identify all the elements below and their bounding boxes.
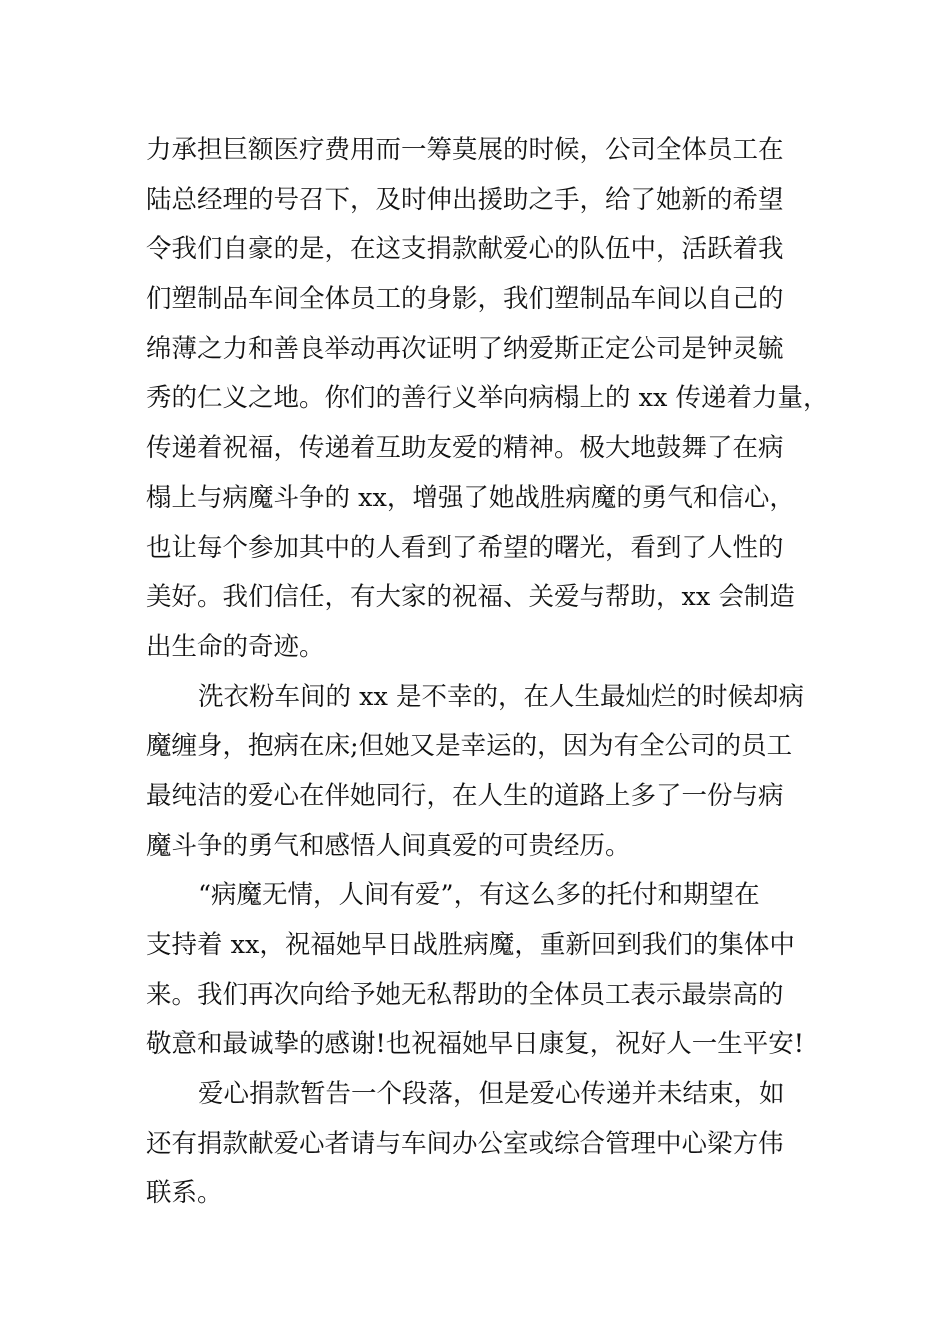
paragraph-start-line: 爱心捐款暂告一个段落，但是爱心传递并未结束，如 [198,1079,785,1110]
body-text [146,126,836,1219]
text-line: 传递着祝福，传递着互助友爱的精神。极大地鼓舞了在病 [146,433,784,464]
text-line: 们塑制品车间全体员工的身影，我们塑制品车间以自己的 [146,284,784,315]
text-line: 陆总经理的号召下，及时伸出援助之手，给了她新的希望 [146,184,784,215]
text-line: 还有捐款献爱心者请与车间办公室或综合管理中心梁方伟 [146,1128,784,1159]
text-line: 力承担巨额医疗费用而一筹莫展的时候，公司全体员工在 [146,135,784,165]
text-line: 令我们自豪的是，在这支捐款献爱心的队伍中，活跃着我 [146,234,784,265]
paragraph-start-line: 洗衣粉车间的 xx 是不幸的，在人生最灿烂的时候却病 [198,681,804,712]
paragraph-start-line: “病魔无情，人间有爱”，有这么多的托付和期望在 [198,880,760,911]
text-line: 魔斗争的勇气和感悟人间真爱的可贵经历。 [146,830,631,861]
text-line: 来。我们再次向给予她无私帮助的全体员工表示最崇高的 [146,979,784,1010]
text-line: 出生命的奇迹。 [146,631,325,662]
text-line: 敬意和最诚挚的感谢!也祝福她早日康复，祝好人一生平安! [146,1029,804,1060]
text-line: 支持着 xx，祝福她早日战胜病魔，重新回到我们的集体中 [146,930,795,960]
text-line: 魔缠身，抱病在床;但她又是幸运的，因为有全公司的员工 [146,731,793,762]
text-line: 最纯洁的爱心在伴她同行，在人生的道路上多了一份与病 [146,780,784,811]
text-line: 榻上与病魔斗争的 xx，增强了她战胜病魔的勇气和信心， [146,482,795,513]
text-line: 绵薄之力和善良举动再次证明了纳爱斯正定公司是钟灵毓 [146,333,784,364]
text-line: 联系。 [146,1178,223,1209]
text-line: 也让每个参加其中的人看到了希望的曙光，看到了人性的 [146,532,784,563]
text-line: 美好。我们信任，有大家的祝福、关爱与帮助，xx 会制造 [146,582,795,613]
text-line: 秀的仁义之地。你们的善行义举向病榻上的 xx 传递着力量， [146,383,829,414]
